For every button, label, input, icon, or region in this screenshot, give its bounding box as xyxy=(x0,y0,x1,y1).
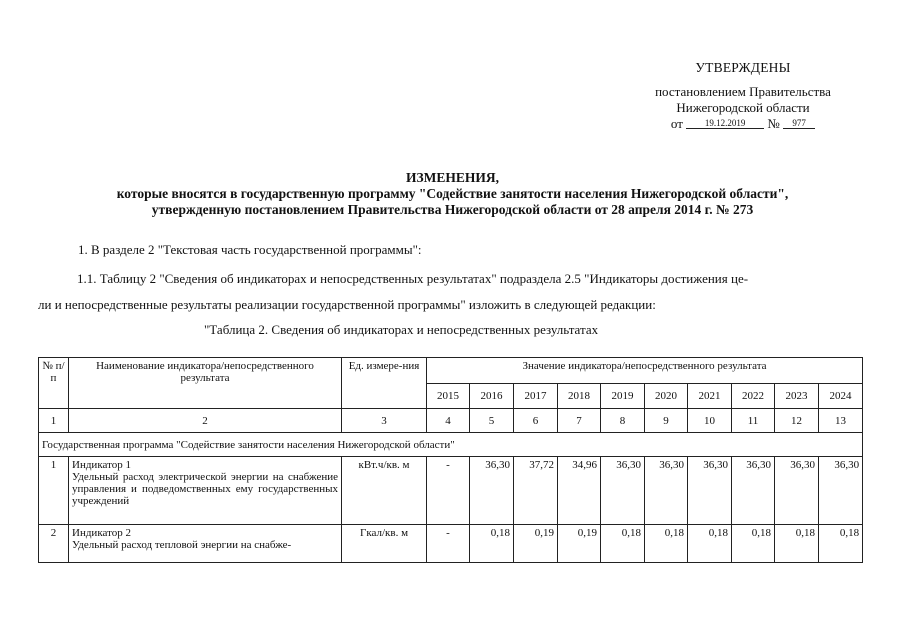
program-title-cell: Государственная программа "Содействие занятости населения Нижегородской области" xyxy=(39,433,863,457)
indicator-label: Индикатор 2 xyxy=(72,527,132,539)
value-cell: 0,18 xyxy=(601,525,645,563)
value-cell: 0,18 xyxy=(688,525,732,563)
indicator-cell xyxy=(69,457,342,525)
value-cell: 36,30 xyxy=(732,457,775,525)
year-cell: 2018 xyxy=(558,384,601,409)
document-title xyxy=(0,170,905,218)
col-number: 9 xyxy=(645,409,688,433)
header-row-1 xyxy=(39,358,863,384)
table-caption: "Таблица 2. Сведения об индикаторах и непосредственных результатах xyxy=(204,322,599,337)
unit-cell: кВт.ч/кв. м xyxy=(342,457,427,525)
value-cell: 0,18 xyxy=(775,525,819,563)
col-number: 2 xyxy=(69,409,342,433)
year-cell: 2019 xyxy=(601,384,645,409)
value-cell: - xyxy=(427,457,470,525)
value-cell: 0,18 xyxy=(470,525,514,563)
indicator-label: Индикатор 1 xyxy=(72,459,132,471)
value-cell: 36,30 xyxy=(688,457,732,525)
approval-number: 977 xyxy=(783,118,815,129)
approval-header: УТВЕРЖДЕНЫ xyxy=(695,60,791,75)
col-number: 5 xyxy=(470,409,514,433)
col-number: 12 xyxy=(775,409,819,433)
approval-date: 19.12.2019 xyxy=(686,118,764,129)
table-row xyxy=(39,457,863,525)
year-cell: 2021 xyxy=(688,384,732,409)
header-name: Наименование индикатора/непосредственного результата xyxy=(69,358,342,409)
value-cell: 0,18 xyxy=(645,525,688,563)
year-cell: 2017 xyxy=(514,384,558,409)
indicator-description: Удельный расход электрической энергии на снабжение управления и подведомственных ему государственных учреждений xyxy=(72,471,338,507)
col-number: 11 xyxy=(732,409,775,433)
unit-cell: Гкал/кв. м xyxy=(342,525,427,563)
col-number: 10 xyxy=(688,409,732,433)
col-number: 1 xyxy=(39,409,69,433)
number-label: № xyxy=(767,116,780,131)
col-number: 13 xyxy=(819,409,863,433)
value-cell: - xyxy=(427,525,470,563)
header-value-group: Значение индикатора/непосредственного результата xyxy=(427,358,863,384)
value-cell: 0,19 xyxy=(558,525,601,563)
value-cell: 36,30 xyxy=(819,457,863,525)
value-cell: 0,18 xyxy=(732,525,775,563)
indicators-table xyxy=(38,357,863,563)
value-cell: 36,30 xyxy=(775,457,819,525)
col-number: 3 xyxy=(342,409,427,433)
indicator-description: Удельный расход тепловой энергии на снабже- xyxy=(72,539,292,551)
value-cell: 36,30 xyxy=(645,457,688,525)
year-cell: 2024 xyxy=(819,384,863,409)
value-cell: 36,30 xyxy=(470,457,514,525)
value-cell: 0,18 xyxy=(819,525,863,563)
approval-line-2: Нижегородской области xyxy=(676,100,810,115)
approval-line-1: постановлением Правительства xyxy=(655,84,831,99)
paragraph-1-1-line-2: ли и непосредственные результаты реализации государственной программы" изложить в следующей редакции: xyxy=(38,297,656,312)
col-number: 8 xyxy=(601,409,645,433)
value-cell: 36,30 xyxy=(601,457,645,525)
title-line-1: ИЗМЕНЕНИЯ, xyxy=(405,170,499,185)
paragraph-1: 1. В разделе 2 "Текстовая часть государственной программы": xyxy=(78,242,422,257)
value-cell: 0,19 xyxy=(514,525,558,563)
table-row xyxy=(39,525,863,563)
year-cell: 2015 xyxy=(427,384,470,409)
year-cell: 2023 xyxy=(775,384,819,409)
col-number: 6 xyxy=(514,409,558,433)
indicator-cell xyxy=(69,525,342,563)
col-number: 4 xyxy=(427,409,470,433)
value-cell: 37,72 xyxy=(514,457,558,525)
value-cell: 34,96 xyxy=(558,457,601,525)
column-number-row xyxy=(39,409,863,433)
title-line-3: утвержденную постановлением Правительства Нижегородской области от 28 апреля 2014 г. № 273 xyxy=(151,202,754,217)
from-label: от xyxy=(670,116,683,131)
header-num: № п/п xyxy=(39,358,69,409)
header-unit: Ед. измере-ния xyxy=(342,358,427,409)
col-number: 7 xyxy=(558,409,601,433)
row-num: 2 xyxy=(39,525,69,563)
program-row xyxy=(39,433,863,457)
paragraph-1-1-line-1: 1.1. Таблицу 2 "Сведения об индикаторах и непосредственных результатах" подраздела 2.5 "Индикаторы достижения це- xyxy=(77,271,749,286)
year-cell: 2022 xyxy=(732,384,775,409)
year-cell: 2016 xyxy=(470,384,514,409)
title-line-2: которые вносятся в государственную программу "Содействие занятости населения Нижегородской области", xyxy=(116,186,789,201)
approval-date-line xyxy=(628,116,858,132)
row-num: 1 xyxy=(39,457,69,525)
year-cell: 2020 xyxy=(645,384,688,409)
